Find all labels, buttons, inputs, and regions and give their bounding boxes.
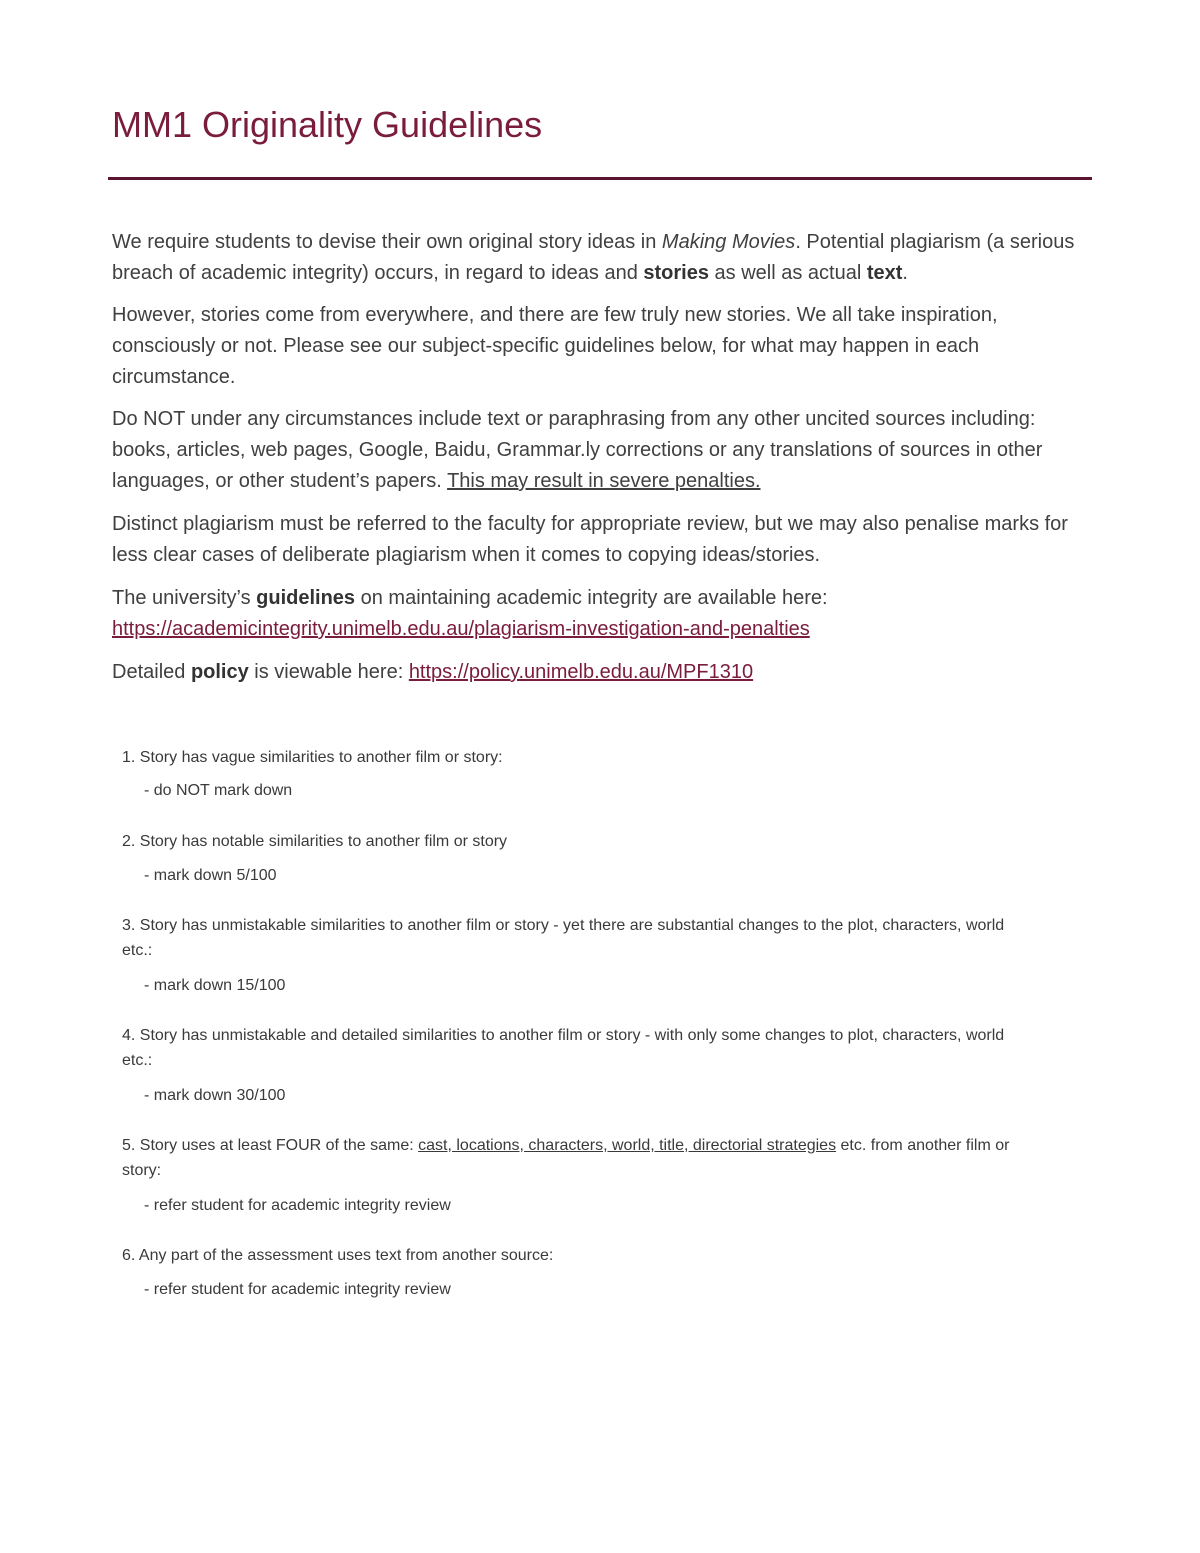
list-item-5-text-cont: etc. from another film or story: [122, 1137, 1010, 1179]
intro-text-cont2: as well as actual [708, 262, 867, 284]
policy-bold: policy [190, 661, 249, 683]
page-title: MM1 Originality Guidelines [112, 104, 543, 145]
guidelines-text: The university’s [112, 587, 257, 609]
list-item-outcome: - mark down 5/100 [144, 867, 277, 884]
list-item-4-head [122, 1023, 1022, 1073]
guidelines-bold: guidelines [256, 587, 356, 609]
paragraph-intro [112, 227, 1097, 289]
paragraph-inspiration [112, 300, 1097, 393]
policy-text: Detailed [112, 661, 191, 683]
paragraph-guidelines [112, 583, 1097, 645]
paragraph-referral [112, 509, 1097, 571]
list-item-3-head [122, 913, 1022, 963]
list-item-heading: 1. Story has vague similarities to another film or story: [122, 749, 503, 766]
list-item-heading [122, 1133, 1022, 1183]
intro-bold-stories: stories [643, 262, 709, 284]
paragraph-policy [112, 657, 1097, 688]
list-item-5-head [122, 1133, 1022, 1183]
warning-penalties: This may result in severe penalties. [447, 470, 761, 492]
academic-integrity-link[interactable]: https://academicintegrity.unimelb.edu.au/plagiarism-investigation-and-penalties [112, 618, 810, 640]
list-item-outcome: - do NOT mark down [144, 782, 293, 799]
intro-text: We require students to devise their own original story ideas in [112, 231, 662, 253]
list-item-heading: 3. Story has unmistakable similarities to another film or story - yet there are substantial changes to the plot, characters, world etc.: [122, 917, 1005, 959]
list-item-heading: 2. Story has notable similarities to another film or story [122, 833, 508, 850]
title-divider [108, 177, 1092, 180]
list-item-6-head [122, 1243, 1022, 1268]
list-item-outcome: - refer student for academic integrity review [144, 1281, 451, 1298]
guidelines-text-cont: on maintaining academic integrity are available here: [355, 587, 828, 609]
list-item-outcome: - mark down 15/100 [144, 977, 286, 994]
intro-text-cont: . Potential plagiarism (a serious breach of academic integrity) occurs, in regard to ideas and [112, 231, 1075, 284]
policy-text-cont: is viewable here: [248, 661, 409, 683]
list-item-outcome: - mark down 30/100 [144, 1087, 286, 1104]
list-item-2-head [122, 829, 1022, 854]
list-item-heading: 4. Story has unmistakable and detailed similarities to another film or story - with only some changes to plot, characters, world etc.: [122, 1027, 1005, 1069]
intro-italic-title: Making Movies [661, 231, 796, 253]
paragraph-warning [112, 404, 1097, 497]
warning-text: Do NOT under any circumstances include text or paraphrasing from any other uncited sources including: books, articles, web pages, Google, Baidu, Grammar.ly corrections or any translations of sources in other languages, or other student’s papers. [112, 408, 1043, 492]
list-item-5-text: 5. Story uses at least FOUR of the same: [122, 1137, 419, 1154]
list-item-outcome: - refer student for academic integrity review [144, 1197, 451, 1214]
list-item-1-head [122, 745, 1022, 770]
referral-text: Distinct plagiarism must be referred to the faculty for appropriate review, but we may also penalise marks for less clear cases of deliberate plagiarism when it comes to copying ideas/stories. [112, 513, 1068, 566]
inspiration-text: However, stories come from everywhere, and there are few truly new stories. We all take inspiration, consciously or not. Please see our subject-specific guidelines below, for what may happen in each circumstance. [112, 304, 998, 388]
policy-link[interactable]: https://policy.unimelb.edu.au/MPF1310 [408, 661, 754, 683]
intro-bold-text: text [866, 262, 903, 284]
list-item-5-underlined: cast, locations, characters, world, title, directorial strategies [418, 1137, 837, 1154]
list-item-heading: 6. Any part of the assessment uses text from another source: [122, 1247, 554, 1264]
intro-period: . [902, 262, 908, 284]
